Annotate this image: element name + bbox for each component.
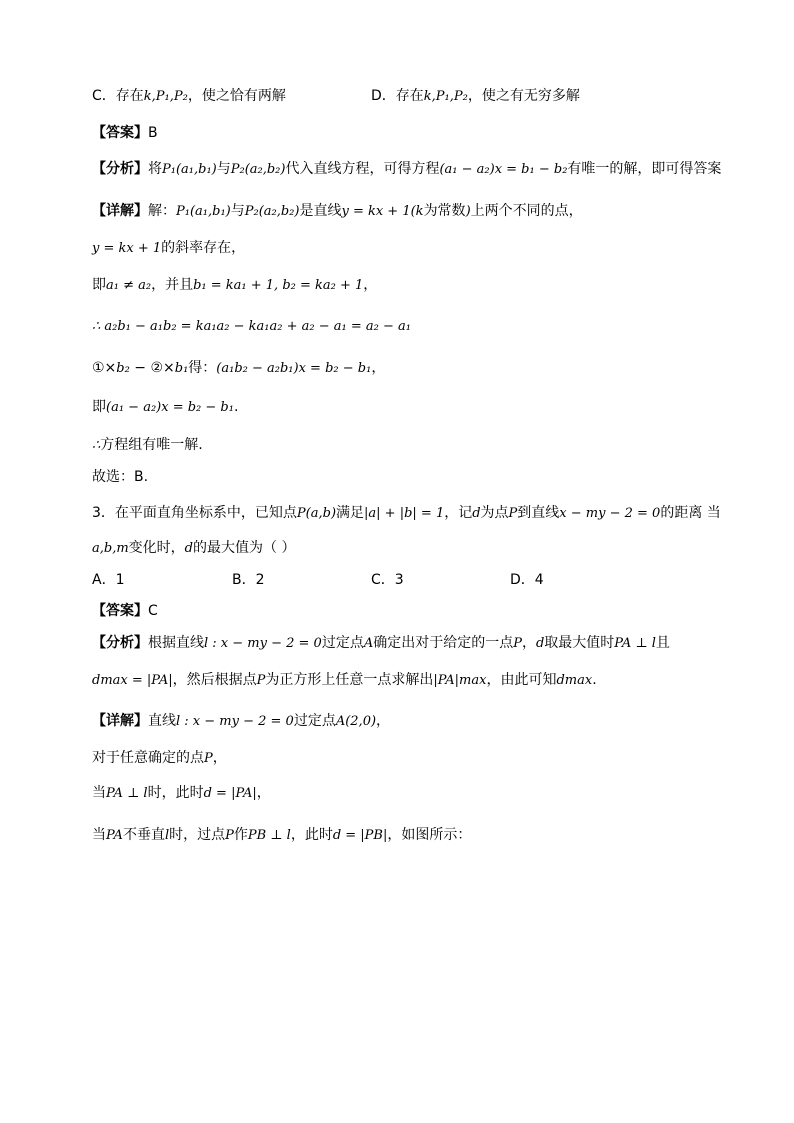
- q2-detail-line-8: 故选：B.: [92, 469, 149, 485]
- q2-answer: 【答案】B: [92, 125, 158, 141]
- q2-detail-line-7: ∴方程组有唯一解.: [92, 437, 203, 453]
- q2-analysis: 【分析】将P₁(a₁,b₁)与P₂(a₂,b₂)代入直线方程，可得方程(a₁ − a₂)x = b₁ − b₂有唯一的解，即可得答案: [92, 161, 722, 177]
- q2-detail-line-1: 【详解】解：P₁(a₁,b₁)与P₂(a₂,b₂)是直线y = kx + 1(k为常数)上两个不同的点，: [92, 203, 583, 219]
- q3-detail-line-4: 当PA不垂直l时，过点P作PB ⊥ l，此时d = |PB|，如图所示：: [92, 827, 472, 843]
- q2-detail-line-6: 即(a₁ − a₂)x = b₂ − b₁.: [92, 399, 239, 415]
- q3-analysis-line-2: dmax = |PA|，然后根据点P为正方形上任意一点求解出|PA|max，由此可知dmax.: [92, 672, 597, 688]
- q3-option-d: D．4: [510, 572, 544, 588]
- q2-option-d: D．存在k,P₁,P₂，使之有无穷多解: [371, 88, 580, 104]
- q3-option-a: A．1: [92, 572, 125, 588]
- q2-detail-line-2: y = kx + 1的斜率存在，: [92, 240, 246, 256]
- q2-detail-line-3: 即a₁ ≠ a₂，并且b₁ = ka₁ + 1, b₂ = ka₂ + 1，: [92, 277, 378, 293]
- q3-detail-line-3: 当PA ⊥ l时，此时d = |PA|，: [92, 785, 271, 801]
- q2-option-c: C．存在k,P₁,P₂，使之恰有两解: [92, 88, 286, 104]
- q2-detail-line-5: ①×b₂ − ②×b₁得：(a₁b₂ − a₂b₁)x = b₂ − b₁，: [92, 360, 386, 376]
- q3-detail-line-1: 【详解】直线l : x − my − 2 = 0过定点A(2,0)，: [92, 713, 391, 729]
- q2-detail-line-4: ∴ a₂b₁ − a₁b₂ = ka₁a₂ − ka₁a₂ + a₂ − a₁ = a₂ − a₁: [92, 319, 411, 334]
- q3-analysis-line-1: 【分析】根据直线l : x − my − 2 = 0过定点A确定出对于给定的一点P，d取最大值时PA ⊥ l且: [92, 635, 670, 651]
- q3-option-b: B．2: [232, 572, 265, 588]
- q3-stem-line-1: 3．在平面直角坐标系中，已知点P(a,b)满足|a| + |b| = 1，记d为点P到直线x − my − 2 = 0的距离 当: [92, 505, 721, 521]
- q3-answer: 【答案】C: [92, 603, 158, 619]
- q3-stem-line-2: a,b,m变化时，d的最大值为（ ）: [92, 540, 296, 556]
- q3-detail-line-2: 对于任意确定的点P，: [92, 750, 227, 766]
- q3-option-c: C．3: [371, 572, 404, 588]
